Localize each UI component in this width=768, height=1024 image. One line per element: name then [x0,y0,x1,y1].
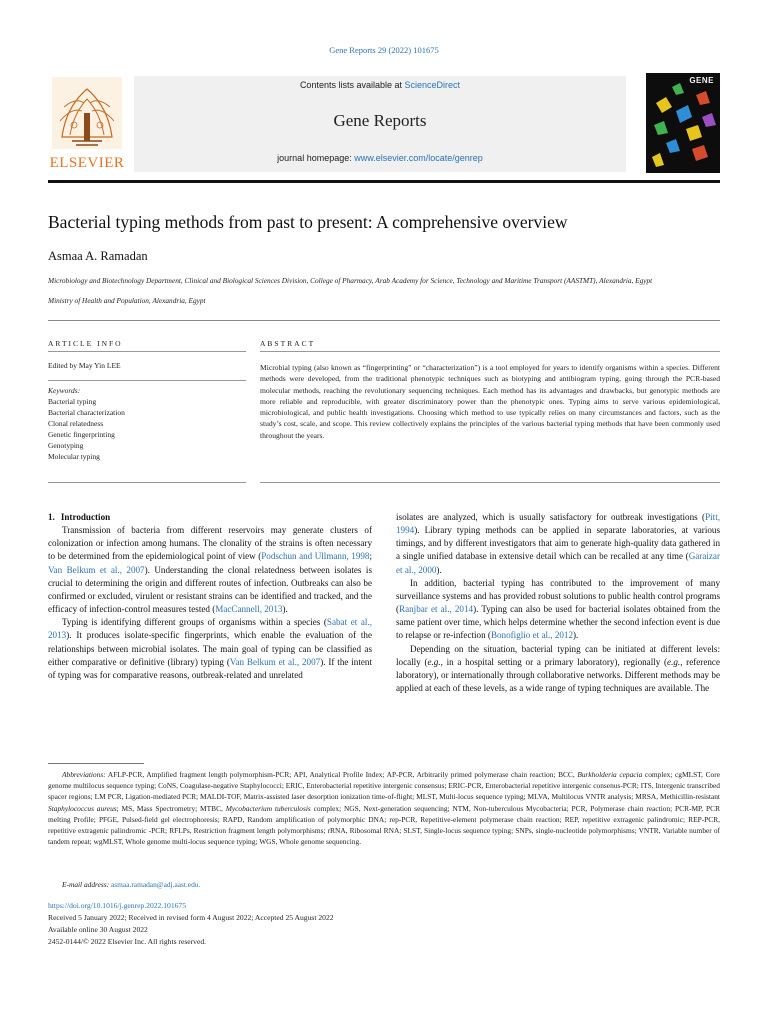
keywords-list [48,397,125,462]
text-run: Transmission of bacteria from different reservoirs may generate clusters of colonization or infection among humans. The clonality of the strains is often necessary to be determined from the epidemiological point of view ( [48,525,372,562]
journal-title[interactable]: Gene Reports [333,111,427,130]
cover-title: GENE [689,76,714,85]
homepage-prefix: journal homepage: [277,153,352,163]
received-dates: Received 5 January 2022; Received in revised form 4 August 2022; Accepted 25 August 2022 [48,913,334,922]
keywords-rule [48,380,246,381]
contents-line [134,80,626,90]
text-run: ). [282,604,288,615]
paragraph [396,577,720,643]
homepage-line [134,153,626,163]
text-run: In addition, bacterial typing has contributed to the improvement of many surveillance systems and has provided robust solutions to public health control programs ( [396,577,720,615]
author-email-link[interactable]: asmaa.ramadan@adj.aast.edu. [111,880,201,889]
text-run: Depending on the situation, bacterial typing can be initiated at different levels: locally ( [396,643,720,667]
paragraph [48,524,372,616]
section-number: 1. [48,512,55,522]
citation-link[interactable]: Van Belkum et al., 2007 [229,656,321,667]
text-run: ). Library typing methods can be applied in separate laboratories, at various timings, and by different investigators that aim to generate high-quality data gathered in a single unified database in extensive detail which can be recalled at any time ( [396,525,720,562]
citation-link[interactable]: Garaizar et al., 2000 [396,551,720,575]
text-run: ). [436,564,442,575]
copyright: 2452-0144/© 2022 Elsevier Inc. All rights reserved. [48,937,207,946]
elsevier-tree-icon [52,77,122,149]
abstract-heading: ABSTRACT [260,339,316,348]
journal-cover-thumbnail[interactable] [646,73,720,173]
text-run: complex; NGS, Next-generation sequencing; NTM, Non-tuberculous Mycobacteria; PCR, Polymerase chain reaction; PCR-MP, PCR melting Profile; PFGE, Pulsed-field gel electrophoresis; RAPD, Random amplification of polymorphic DNA; rep-PCR, Repetitive-element polymerase chain reaction; REP, repetitive extragenic palindromic; REP-PCR, repetitive extragenic palindromic -PCR; RFLPs, Restriction fragment length polymorphisms; rRNA, Ribosomal RNA; SLST, Single-locus sequence typing; SNPs, single-nucleotide polymorphisms; VNTR, Variable number of tandem repeat; wgMLST, Whole genome multi-locus sequence typing; WGS, Whole genome sequencing. [48,803,720,847]
abstract-text: Microbial typing (also known as “fingerprinting” or “characterization”) is a tool employed for years to identify organisms within a species. Different methods were developed, from the traditional phenotypic techniques such as biotyping and antibiogram typing, going through the PCR-based molecular methods, reaching the revolutionary sequencing techniques. Each method has its advantages and drawbacks, but genotypic methods are more reliable and reproducible, with greater discriminatory power than the phenotypic ones. Typing aims to serve various epidemiological, microbiological, and public health investigations. Choosing which method to use typically relies on many circumstances and factors, such as the study’s cost, scale, and scope. This review collectively explains the principles of the various bacterial typing methods that have been commonly used throughout the years. [260,363,720,440]
text-run: e.g. [667,656,681,667]
online-date: Available online 30 August 2022 [48,925,148,934]
text-run: isolates are analyzed, which is usually satisfactory for outbreak investigations ( [396,512,706,522]
body-column-left [48,511,372,682]
text-run: Mycobacterium tuberculosis [225,803,311,813]
text-run: Burkholderia cepacia [577,770,643,779]
article-info-heading: ARTICLE INFO [48,339,123,348]
section-title: Introduction [60,512,111,522]
text-run: e.g. [427,656,441,667]
paragraph [396,643,720,696]
cover-art-icon [646,73,720,173]
text-run: ). It produces isolate-specific fingerprints, which enable the evaluation of the relationships between microbial isolates. The main goal of typing can be classified as either comparative or definitive (library) typing ( [48,630,372,667]
text-run: AFLP-PCR, Amplified fragment length polymorphism-PCR; API, Analytical Profile Index; AP-PCR, Arbitrarily primed polymerase chain reaction; BCC, [107,770,578,779]
text-run: , reference laboratory), or internationally through collaborative networks. Different methods may be applied at each of these levels, as a wide range of typing techniques are available. The [396,656,720,694]
publisher-name: ELSEVIER [49,155,125,171]
citation-link[interactable]: MacCannell, 2013 [215,604,283,615]
section-heading [48,511,372,524]
text-run: ). If the intent of typing was for comparative reasons, outbreak-related and unrelated [48,656,372,680]
email-line [62,880,200,889]
affiliation-1: Microbiology and Biotechnology Department, Clinical and Biological Sciences Division, College of Pharmacy, Arab Academy for Science, Technology and Maritime Transport (AASTMT), Alexandria, Egypt [48,276,653,285]
keyword-item: Clonal relatedness [48,418,104,428]
keyword-item: Bacterial characterization [48,407,125,417]
keywords-label: Keywords: [48,386,81,395]
text-run: ; [369,551,372,562]
elsevier-logo[interactable] [48,77,126,173]
edited-by: Edited by May Yin LEE [48,361,121,370]
footnote-rule [48,763,144,764]
citation-link[interactable]: Bonofiglio et al., 2012 [490,630,574,641]
journal-banner [134,76,626,172]
citation-link[interactable]: Pitt, 1994 [396,512,720,536]
citation-link[interactable]: Van Belkum et al., 2007 [48,564,145,575]
sciencedirect-link[interactable]: ScienceDirect [404,80,461,90]
masthead [48,71,720,177]
body-column-right [396,511,720,695]
article-title: Bacterial typing methods from past to present: A comprehensive overview [48,212,568,232]
doi-link[interactable]: https://doi.org/10.1016/j.genrep.2022.101675 [48,901,187,910]
text-run: ). Understanding the clonal relatedness between isolates is crucial to determining the origin and different routes of infection. Outbreaks can also be confirmed or excluded, virulent or resistant strains can be identified and tracked, and the efficacy of infection-control measures tested ( [48,564,372,615]
title-rule [48,320,720,321]
paragraph [396,511,720,577]
text-run: ). [573,630,579,641]
author-name[interactable]: Asmaa A. Ramadan [48,249,148,263]
citation-link[interactable]: Ranjbar et al., 2014 [399,604,474,615]
footnote-label: Abbreviations: [62,770,106,779]
email-label: E-mail address: [62,880,110,889]
text-run: ; MS, Mass Spectrometry; MTBC, [116,803,226,813]
keyword-item: Molecular typing [48,451,100,461]
keyword-item: Genotyping [48,440,84,450]
text-run: ). Typing can also be used for bacterial isolates obtained from the same patient over time, which helps determine whether the second infection event is due to relapse or re-infection ( [396,604,721,641]
text-run: complex; cgMLST, Core genome multilocus sequence typing; CoNS, Coagulase-negative Staphylococci; ERIC, Enterobacterial repetitive intergenic consensus; ERIC-PCR, Enterobacterial repetitive intergenic consenus-PCR; ITS, Intergenic transcribed spacer regions; LM PCR, Ligation-mediated PCR; MALDI-TOF, Matrix-assisted laser desorption ionization time-of-flight; MLST, Multi-locus sequence typing; MLVA, Multilocus VNTR analysis; MRSA, Methicillin-resistant [48,770,720,802]
article-info-bottom-rule [48,482,246,483]
masthead-rule [48,180,720,183]
text-run: Staphylococcus aureus [48,803,117,813]
text-run: Typing is identifying different groups of organisms within a species ( [62,617,327,628]
journal-homepage-link[interactable]: www.elsevier.com/locate/genrep [354,153,483,163]
article-info-rule [48,351,246,352]
citation-link[interactable]: Podschun and Ullmann, 1998 [261,551,370,562]
abstract-rule [260,351,720,352]
journal-citation[interactable]: Gene Reports 29 (2022) 101675 [329,45,439,55]
citation-link[interactable]: Sabat et al., 2013 [48,617,372,641]
abbreviations-footnote [48,769,720,847]
contents-prefix: Contents lists available at [299,80,402,90]
affiliation-2: Ministry of Health and Population, Alexandria, Egypt [48,296,206,305]
keyword-item: Bacterial typing [48,397,97,406]
abstract-bottom-rule [260,482,720,483]
text-run: , in a hospital setting or a primary laboratory), regionally ( [440,656,668,667]
keyword-item: Genetic fingerprinting [48,429,115,439]
paragraph [48,616,372,682]
